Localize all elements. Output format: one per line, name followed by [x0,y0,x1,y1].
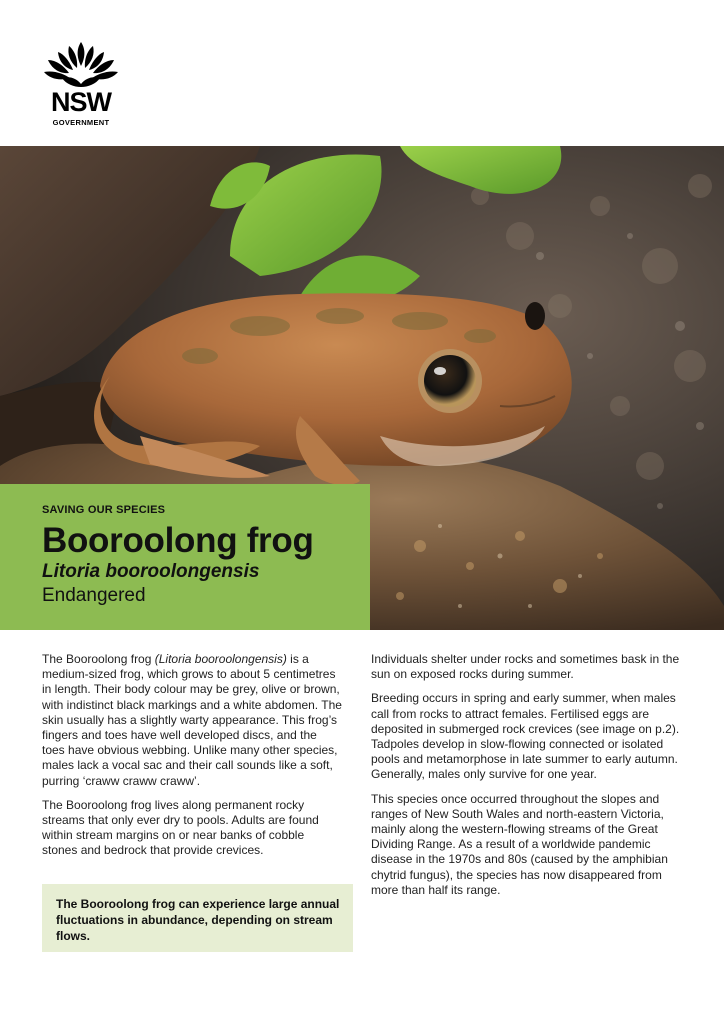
right-text-column [371,652,683,907]
program-kicker: SAVING OUR SPECIES [42,504,166,516]
description-text: The Booroolong frog [42,652,155,666]
scientific-name: Litoria booroolongensis [42,561,260,582]
description-paragraph [42,652,342,789]
conservation-status: Endangered [42,585,146,606]
scientific-name-inline: (Litoria booroolongensis) [154,652,287,666]
title-panel [0,484,370,630]
logo-wordmark: NSW [51,87,111,117]
breeding-paragraph: Breeding occurs in spring and early summer, when males call from rocks to attract females. Fertilised eggs are deposited in submerged rock crevices (see image on p.2). Tadpoles develop in slow-flowing connected or isolated pools and metamorphose in late summer to early autumn. Generally, males only survive for one year. [371,691,680,782]
nsw-government-logo [40,40,122,130]
callout-box: The Booroolong frog can experience large annual fluctuations in abundance, depending on stream flows. [42,884,353,952]
distribution-paragraph: This species once occurred throughout the slopes and ranges of New South Wales and north-eastern Victoria, mainly along the western-flowing streams of the Great Dividing Range. As a result of a worldwide pandemic disease in the 1970s and 80s (caused by the amphibian chytrid fungus), the species has now disappeared from more than half its range. [371,791,668,897]
description-text-continued: is a medium-sized frog, which grows to about 5 centimetres in length. Their body colour may be grey, olive or brown, with indistinct black markings and a white abdomen. The skin usually has a slightly warty appearance. This frog’s fingers and toes have well developed discs, and the toes have obvious webbing. Unlike many other species, males lack a vocal sac and their call sounds like a soft, purring ‘craww craww craww’. [42,652,342,788]
shelter-paragraph: Individuals shelter under rocks and sometimes bask in the sun on exposed rocks during summer. [371,652,680,682]
left-text-column [42,652,342,868]
waratah-flower-icon [40,40,122,88]
habitat-paragraph: The Booroolong frog lives along permanent rocky streams that only ever dry to pools. Adults are found within stream margins on or near banks of cobble stones and bedrock that provide crevices. [42,797,319,858]
logo-subtitle: GOVERNMENT [52,118,110,127]
page-title: Booroolong frog [42,521,314,560]
